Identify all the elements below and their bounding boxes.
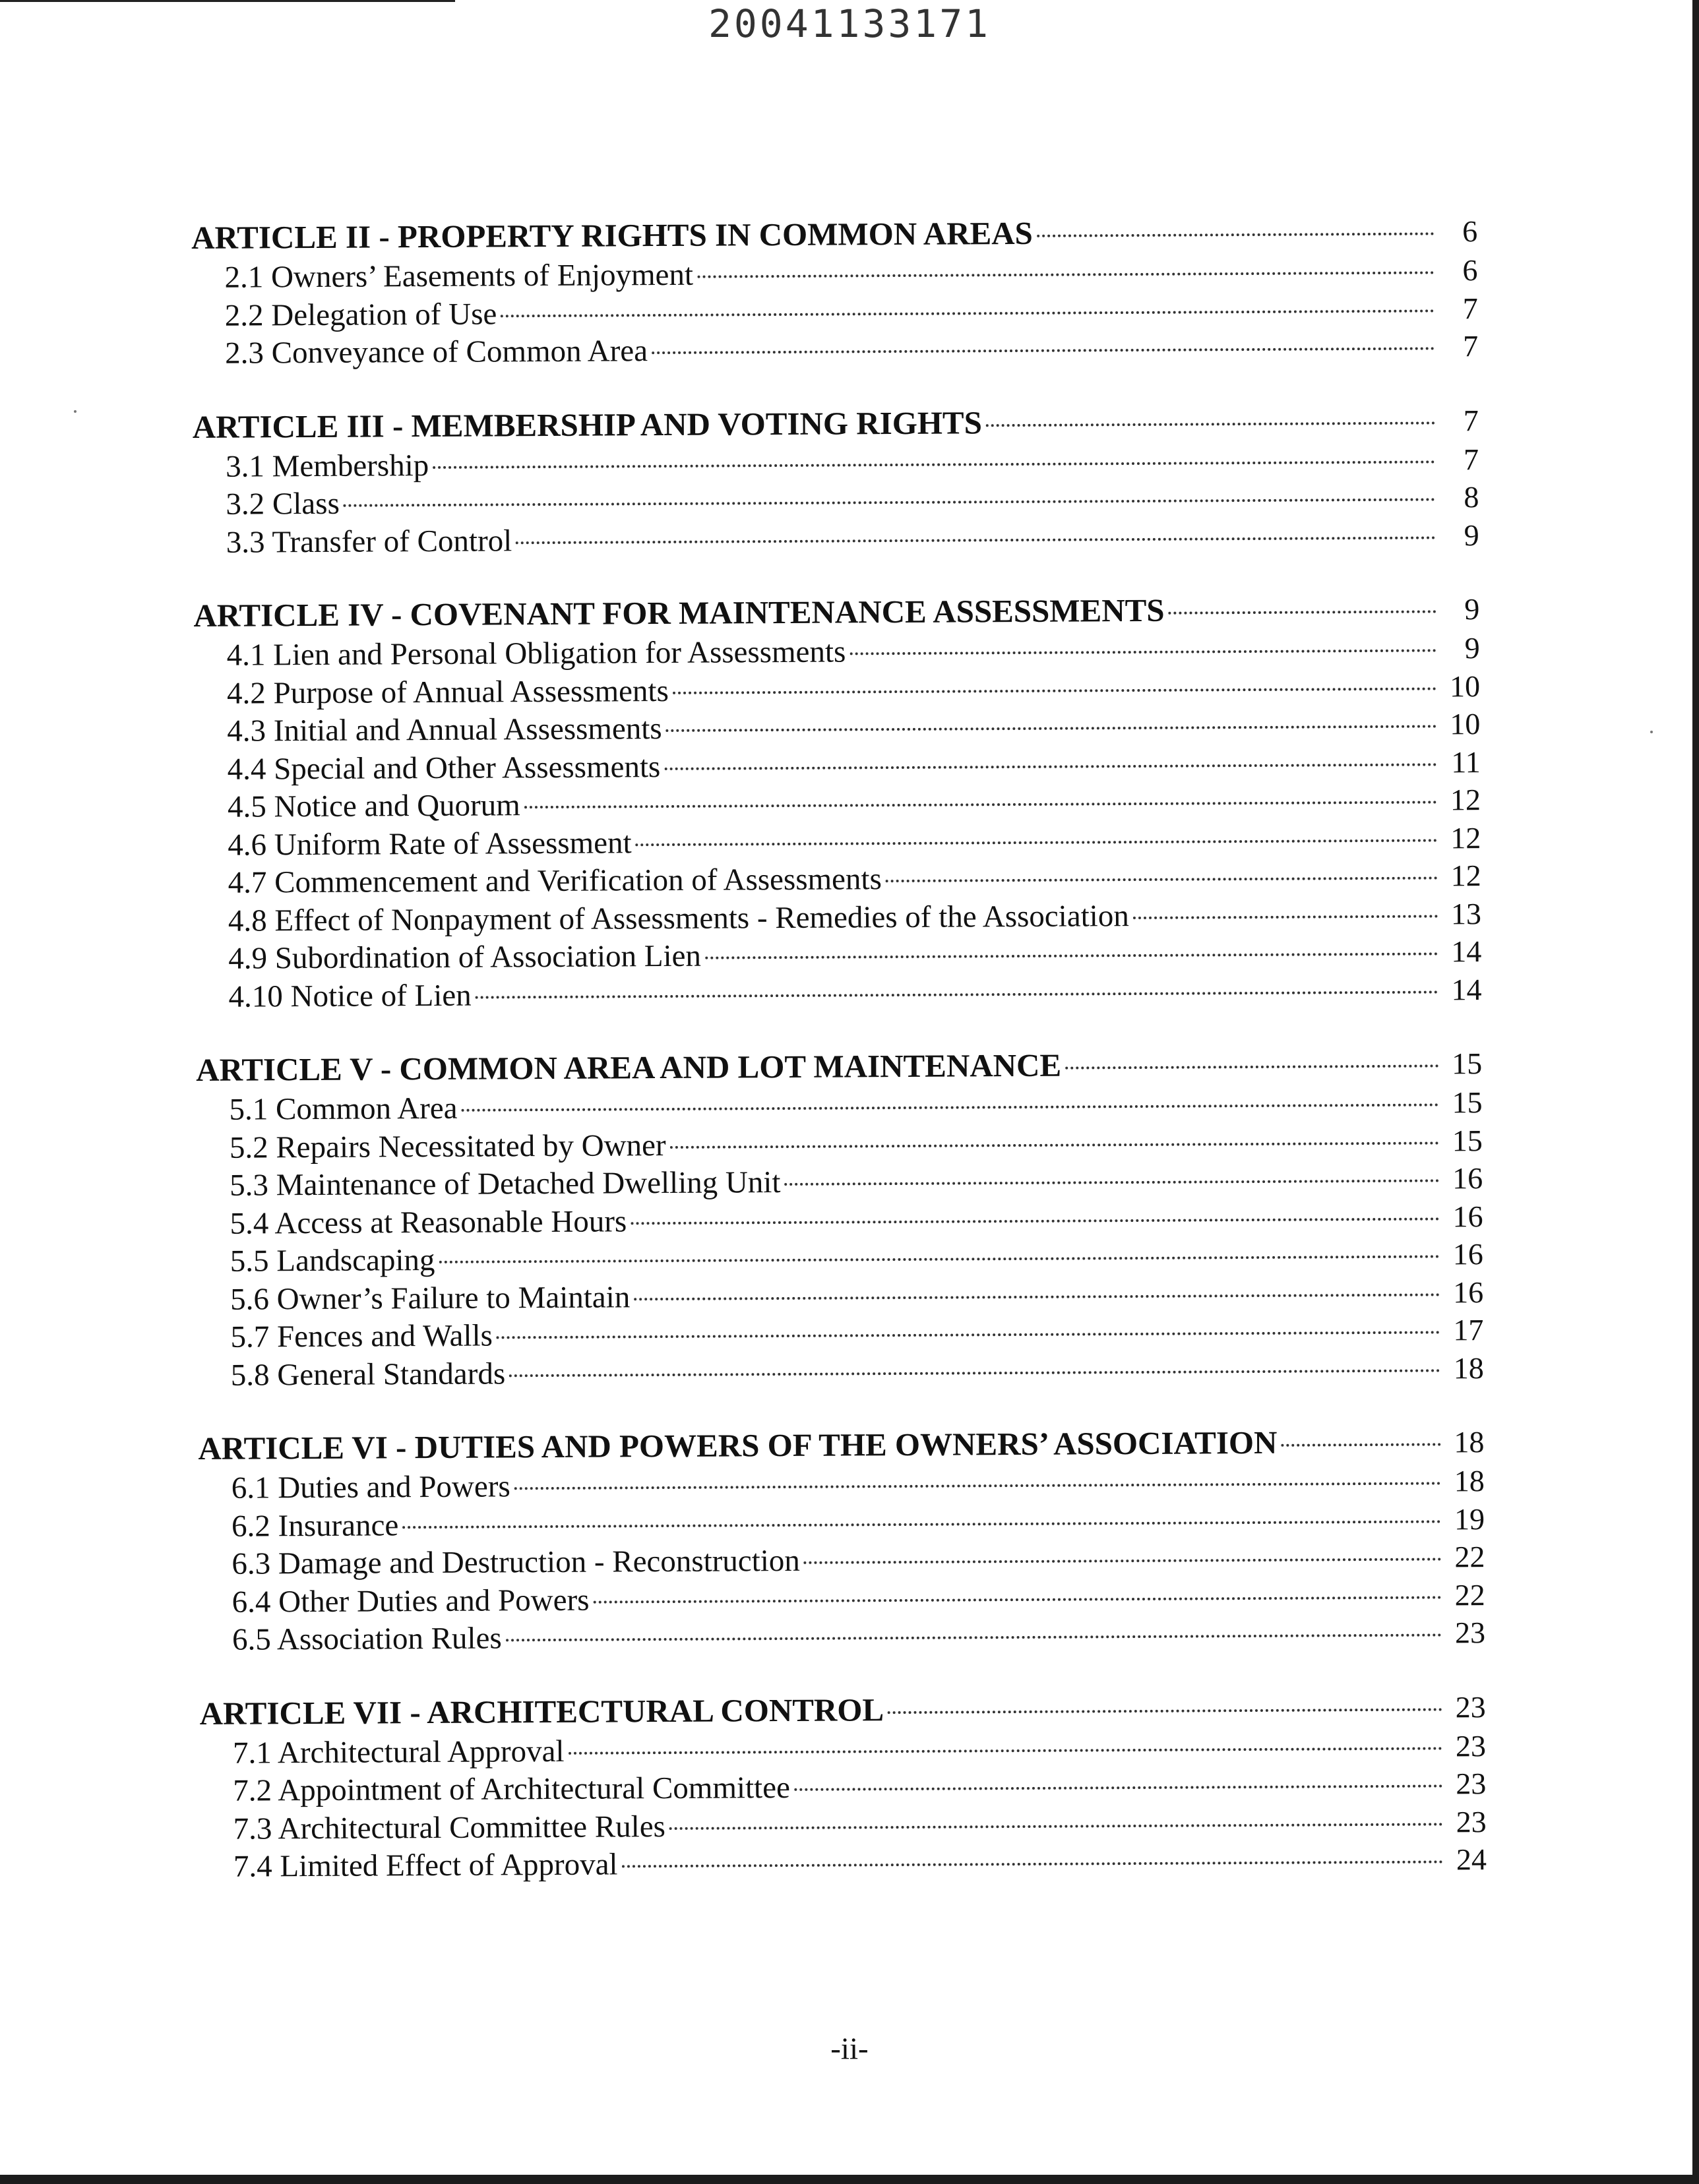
toc-entry [200, 1803, 1486, 1848]
toc-entry-label: 3.3 Transfer of Control [226, 523, 512, 560]
toc-entry-page-number: 9 [1464, 518, 1479, 552]
toc-entry-label: 5.8 General Standards [230, 1356, 506, 1393]
toc-entry [195, 781, 1481, 826]
dot-leader [631, 1217, 1439, 1225]
toc-entry [192, 289, 1478, 334]
toc-entry [195, 971, 1481, 1016]
dot-leader [1133, 915, 1438, 919]
toc-entry-page-number: 15 [1452, 1123, 1483, 1157]
dot-leader [666, 725, 1437, 732]
toc-entry [192, 327, 1478, 372]
toc-entry [199, 1576, 1485, 1621]
document-number: 20041133171 [708, 1, 991, 46]
toc-entry-label: 6.3 Damage and Destruction - Reconstruction [232, 1543, 800, 1581]
toc-entry [197, 1311, 1483, 1356]
footer-page-number: -ii- [830, 2032, 869, 2066]
toc-entry-label: 2.2 Delegation of Use [224, 296, 497, 333]
dot-leader [476, 990, 1438, 998]
toc-entry-label: 3.1 Membership [225, 448, 429, 484]
article-page-number: 6 [1462, 214, 1478, 249]
toc-entry-page-number: 16 [1452, 1275, 1484, 1309]
toc-entry [197, 1235, 1483, 1280]
toc-entry-label: 7.1 Architectural Approval [232, 1734, 565, 1771]
dot-leader [664, 763, 1436, 770]
toc-entry-label: 5.7 Fences and Walls [230, 1318, 493, 1354]
toc-entry-label: 5.1 Common Area [229, 1091, 458, 1127]
toc-entry [199, 1500, 1485, 1545]
dot-leader [669, 1823, 1443, 1830]
scan-border-bottom [0, 2175, 1699, 2184]
dot-leader [514, 1482, 1441, 1490]
dot-leader [439, 1255, 1439, 1263]
dot-leader [524, 801, 1437, 808]
toc-entry-label: 6.5 Association Rules [232, 1621, 502, 1657]
toc-entry-label: 4.5 Notice and Quorum [227, 788, 520, 824]
article-heading [199, 1686, 1485, 1734]
article-heading [193, 400, 1479, 448]
dot-leader [1169, 610, 1436, 614]
toc-entry-page-number: 8 [1464, 480, 1479, 514]
dot-leader [506, 1633, 1442, 1641]
table-of-contents [191, 210, 1487, 1920]
toc-entry-label: 5.4 Access at Reasonable Hours [230, 1203, 627, 1241]
toc-section [193, 400, 1479, 561]
toc-entry-label: 4.8 Effect of Nonpayment of Assessments - Remedies of the Association [228, 898, 1129, 938]
toc-section [198, 1421, 1485, 1658]
article-heading [193, 588, 1479, 636]
toc-entry-label: 3.2 Class [226, 486, 340, 522]
toc-entry [197, 1198, 1483, 1242]
dot-leader [1037, 232, 1434, 237]
dot-leader [501, 309, 1435, 317]
dot-leader [784, 1179, 1439, 1186]
toc-entry [199, 1462, 1485, 1507]
dot-leader [888, 1708, 1442, 1714]
toc-entry [195, 895, 1481, 940]
dot-leader [593, 1596, 1441, 1603]
toc-entry-page-number: 12 [1450, 820, 1481, 855]
scan-border-right [1692, 0, 1699, 2184]
toc-entry [195, 743, 1481, 788]
toc-entry-page-number: 7 [1462, 291, 1478, 325]
toc-entry [195, 932, 1481, 977]
toc-entry-label: 4.9 Subordination of Association Lien [228, 938, 702, 976]
toc-section [196, 1043, 1484, 1394]
dot-leader [433, 460, 1435, 468]
dot-leader [497, 1331, 1440, 1339]
article-heading [191, 210, 1477, 258]
toc-entry-page-number: 17 [1453, 1313, 1484, 1347]
toc-entry-page-number: 18 [1454, 1464, 1485, 1498]
article-page-number: 15 [1452, 1046, 1483, 1081]
scan-speck [1650, 731, 1653, 733]
dot-leader [516, 536, 1436, 544]
toc-entry-page-number: 23 [1456, 1804, 1487, 1838]
toc-entry [194, 629, 1480, 674]
dot-leader [634, 1293, 1440, 1300]
dot-leader [705, 952, 1438, 959]
dot-leader [697, 271, 1435, 278]
dot-leader [886, 876, 1438, 882]
article-page-number: 23 [1455, 1689, 1486, 1724]
toc-entry [197, 1273, 1483, 1318]
toc-entry [194, 667, 1480, 712]
toc-entry-label: 6.4 Other Duties and Powers [232, 1583, 590, 1620]
toc-entry-label: 4.3 Initial and Annual Assessments [227, 712, 662, 748]
toc-entry-label: 4.7 Commencement and Verification of Assessments [228, 862, 882, 900]
article-title: ARTICLE V - COMMON AREA AND LOT MAINTENANCE [196, 1046, 1062, 1088]
toc-entry-page-number: 10 [1450, 707, 1481, 741]
article-page-number: 18 [1454, 1425, 1485, 1459]
toc-entry-label: 2.1 Owners’ Easements of Enjoyment [224, 257, 694, 295]
dot-leader [670, 1141, 1439, 1149]
dot-leader [794, 1784, 1442, 1790]
toc-entry-page-number: 6 [1462, 253, 1478, 288]
article-title: ARTICLE IV - COVENANT FOR MAINTENANCE ASSESSMENTS [193, 592, 1165, 634]
toc-entry [197, 1159, 1483, 1204]
toc-entry-page-number: 7 [1463, 442, 1479, 476]
dot-leader [673, 687, 1436, 694]
toc-entry-label: 5.3 Maintenance of Detached Dwelling Unit [230, 1165, 781, 1203]
dot-leader [1065, 1064, 1438, 1069]
toc-entry [198, 1349, 1484, 1394]
toc-entry [199, 1614, 1485, 1658]
toc-entry-label: 5.6 Owner’s Failure to Maintain [230, 1279, 631, 1317]
article-heading [196, 1043, 1482, 1091]
dot-leader [804, 1558, 1442, 1563]
toc-entry-page-number: 22 [1454, 1577, 1485, 1612]
toc-entry [199, 1538, 1485, 1583]
toc-entry-page-number: 23 [1456, 1767, 1487, 1801]
dot-leader [461, 1103, 1438, 1111]
dot-leader [850, 649, 1436, 655]
article-page-number: 9 [1464, 592, 1480, 626]
toc-entry [195, 857, 1481, 901]
toc-entry-page-number: 14 [1451, 972, 1482, 1006]
toc-entry-page-number: 13 [1450, 896, 1482, 930]
article-heading [198, 1421, 1484, 1469]
dot-leader [344, 498, 1436, 506]
toc-entry-label: 4.1 Lien and Personal Obligation for Assessments [226, 634, 846, 673]
toc-entry-page-number: 9 [1464, 631, 1480, 665]
article-title: ARTICLE III - MEMBERSHIP AND VOTING RIGHTS [192, 404, 983, 445]
toc-entry-label: 2.3 Conveyance of Common Area [225, 334, 648, 371]
article-title: ARTICLE II - PROPERTY RIGHTS IN COMMON AREAS [191, 214, 1033, 256]
toc-entry-page-number: 12 [1450, 859, 1481, 893]
dot-leader [402, 1520, 1441, 1529]
toc-entry-label: 5.5 Landscaping [230, 1242, 435, 1279]
toc-entry-page-number: 22 [1454, 1540, 1485, 1574]
toc-entry-label: 7.2 Appointment of Architectural Committee [233, 1770, 790, 1808]
toc-entry [201, 1840, 1487, 1885]
dot-leader [636, 839, 1438, 846]
toc-entry-label: 4.4 Special and Other Assessments [227, 749, 661, 787]
dot-leader [569, 1747, 1443, 1754]
toc-entry-label: 6.1 Duties and Powers [231, 1469, 510, 1505]
toc-entry-page-number: 24 [1456, 1842, 1487, 1877]
toc-entry-page-number: 16 [1452, 1237, 1483, 1271]
dot-leader [986, 421, 1435, 427]
toc-entry-label: 6.2 Insurance [231, 1507, 399, 1544]
toc-entry-page-number: 14 [1451, 934, 1482, 969]
toc-entry [191, 251, 1477, 296]
article-title: ARTICLE VI - DUTIES AND POWERS OF THE OWNERS’ ASSOCIATION [198, 1424, 1278, 1467]
toc-entry-label: 7.3 Architectural Committee Rules [233, 1809, 666, 1846]
dot-leader [1281, 1443, 1440, 1446]
toc-entry [195, 819, 1481, 864]
toc-section [199, 1686, 1487, 1886]
dot-leader [652, 347, 1435, 354]
toc-entry-label: 7.4 Limited Effect of Approval [233, 1847, 618, 1884]
toc-entry-label: 4.6 Uniform Rate of Assessment [228, 825, 632, 863]
toc-entry-label: 4.2 Purpose of Annual Assessments [226, 673, 669, 711]
dot-leader [622, 1860, 1443, 1867]
toc-entry-label: 4.10 Notice of Lien [228, 978, 472, 1014]
toc-entry-page-number: 12 [1450, 783, 1481, 817]
toc-entry-page-number: 16 [1452, 1161, 1483, 1196]
toc-section [193, 588, 1482, 1016]
toc-entry-page-number: 23 [1455, 1728, 1487, 1763]
article-page-number: 7 [1463, 403, 1479, 437]
toc-entry-page-number: 16 [1452, 1199, 1483, 1233]
toc-entry-page-number: 18 [1453, 1350, 1484, 1385]
toc-entry-page-number: 10 [1449, 669, 1481, 703]
toc-entry-page-number: 11 [1451, 744, 1481, 779]
toc-entry-page-number: 23 [1454, 1616, 1486, 1650]
toc-entry-page-number: 15 [1452, 1085, 1483, 1120]
toc-entry [193, 516, 1479, 561]
article-title: ARTICLE VII - ARCHITECTURAL CONTROL [199, 1691, 884, 1732]
scan-speck [74, 410, 77, 413]
dot-leader [509, 1369, 1440, 1377]
toc-entry-page-number: 19 [1454, 1502, 1485, 1536]
toc-entry [194, 705, 1480, 750]
toc-section [191, 210, 1478, 372]
toc-entry-label: 5.2 Repairs Necessitated by Owner [229, 1128, 666, 1165]
toc-entry-page-number: 7 [1462, 329, 1479, 363]
